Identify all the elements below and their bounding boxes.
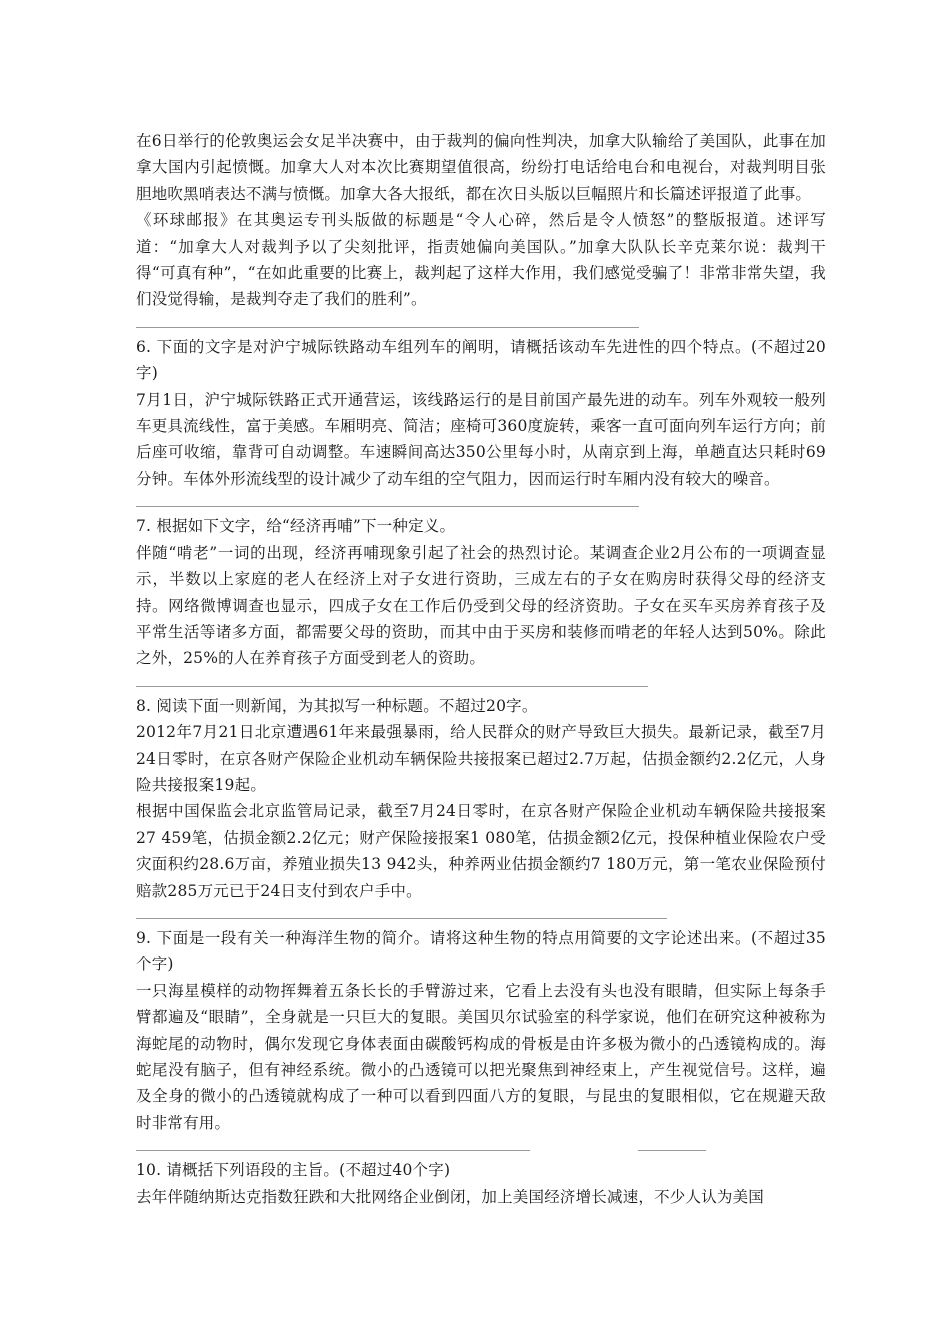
question-7-passage: 伴随“啃老”一词的出现，经济再哺现象引起了社会的热烈讨论。某调查企业2月公布的一项调查显示，半数以上家庭的老人在经济上对子女进行资助，三成左右的子女在购房时获得父母的经济支持。网络微博调查也显示，四成子女在工作后仍受到父母的经济资助。子女在买车买房养育孩子及平常生活等诸多方面，都需要父母的资助，而其中由于买房和装修而啃老的年轻人达到50%。除此之外，25%的人在养育孩子方面受到老人的资助。 bbox=[136, 543, 826, 668]
answer-line-segment bbox=[136, 1150, 530, 1151]
intro-paragraph-2: 《环球邮报》在其奥运专刊头版做的标题是“令人心碎，然后是令人愤怒”的整版报道。述评写道：“加拿大人对裁判予以了尖刻批评，指责她偏向美国队。”加拿大队队长辛克莱尔说：裁判干得“可真有种”，“在如此重要的比赛上，裁判起了这样大作用，我们感觉受骗了！非常非常失望，我们没觉得输，是裁判夺走了我们的胜利”。 bbox=[136, 211, 826, 309]
question-6-passage: 7月1日，沪宁城际铁路正式开通营运，该线路运行的是目前国产最先进的动车。列车外观较一般列车更具流线性，富于美感。车厢明亮、简洁；座椅可360度旋转，乘客一直可面向列车运行方向；前后座可收缩，靠背可自动调整。车速瞬间高达350公里每小时，从南京到上海，单趟直达只耗时69分钟。车体外形流线型的设计减少了动车组的空气阻力，因而运行时车厢内没有较大的噪音。 bbox=[136, 390, 826, 488]
answer-line bbox=[136, 918, 667, 919]
question-8-passage-2: 根据中国保监会北京监管局记录，截至7月24日零时，在京各财产保险企业机动车辆保险共接报案27 459笔，估损金额2.2亿元；财产保险接报案1 080笔，估损金额2亿元，投保种植业保险农户受灾面积约28.6万亩，养殖业损失13 942头，种养两业估损金额约7 180万元，第一笔农业保险预付赔款285万元已于24日支付到农户手中。 bbox=[136, 802, 826, 900]
intro-paragraph-1: 在6日举行的伦敦奥运会女足半决赛中，由于裁判的偏向性判决，加拿大队输给了美国队，此事在加拿大国内引起愤慨。加拿大人对本次比赛期望值很高，纷纷打电话给电台和电视台，对裁判明目张胆地吹黑哨表达不满与愤慨。加拿大各大报纸，都在次日头版以巨幅照片和长篇述评报道了此事。 bbox=[136, 132, 826, 203]
question-8: 8. 阅读下面一则新闻，为其拟写一种标题。不超过20字。 bbox=[136, 696, 538, 715]
question-10-passage: 去年伴随纳斯达克指数狂跌和大批网络企业倒闭，加上美国经济增长减速，不少人认为美国 bbox=[136, 1187, 765, 1206]
answer-line bbox=[136, 1150, 826, 1151]
answer-line bbox=[136, 686, 648, 687]
question-7: 7. 根据如下文字，给“经济再哺”下一种定义。 bbox=[136, 517, 456, 536]
question-9: 9. 下面是一段有关一种海洋生物的简介。请将这种生物的特点用简要的文字论述出来。(不超过35个字) bbox=[136, 928, 826, 974]
answer-line-segment bbox=[638, 1150, 706, 1151]
question-6: 6. 下面的文字是对沪宁城际铁路动车组列车的阐明，请概括该动车先进性的四个特点。(不超过20字) bbox=[136, 337, 826, 383]
question-8-passage-1: 2012年7月21日北京遭遇61年来最强暴雨，给人民群众的财产导致巨大损失。最新记录，截至7月24日零时，在京各财产保险企业机动车辆保险共接报案已超过2.7万起，估损金额约2.2亿元，人身险共接报案19起。 bbox=[136, 723, 826, 794]
document-body bbox=[136, 128, 826, 1210]
answer-line bbox=[136, 506, 639, 507]
answer-line bbox=[136, 327, 639, 328]
question-9-passage: 一只海星模样的动物挥舞着五条长长的手臂游过来，它看上去没有头也没有眼睛，但实际上每条手臂都遍及“眼睛”，全身就是一只巨大的复眼。美国贝尔试验室的科学家说，他们在研究这种被称为海蛇尾的动物时，偶尔发现它身体表面由碳酸钙构成的骨板是由许多极为微小的凸透镜构成的。海蛇尾没有脑子，但有神经系统。微小的凸透镜可以把光聚焦到神经束上，产生视觉信号。这样，遍及全身的微小的凸透镜就构成了一种可以看到四面八方的复眼，与昆虫的复眼相似，它在规避天敌时非常有用。 bbox=[136, 981, 826, 1132]
question-10: 10. 请概括下列语段的主旨。(不超过40个字) bbox=[136, 1161, 451, 1180]
